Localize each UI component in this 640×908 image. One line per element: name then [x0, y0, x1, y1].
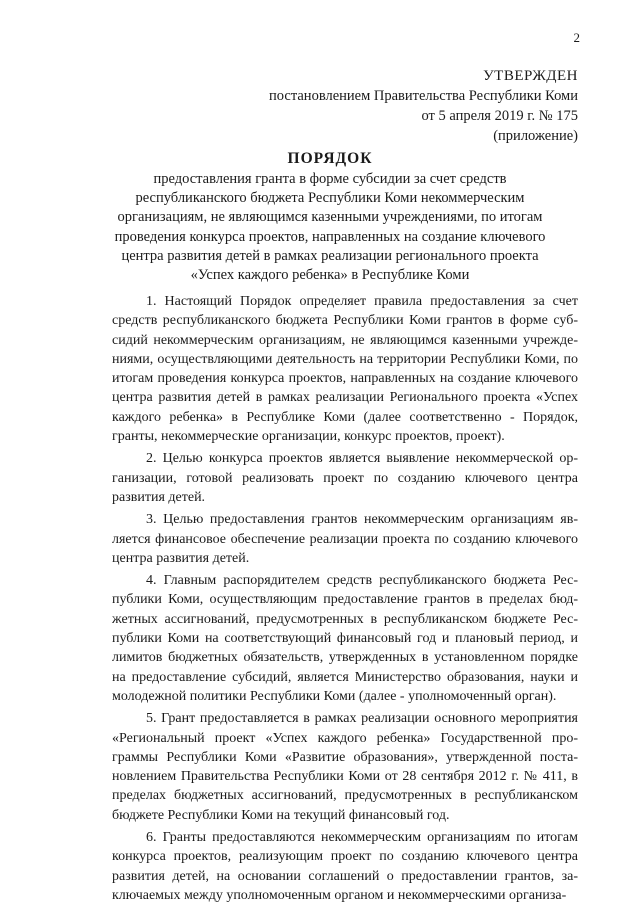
approval-stamp: УТВЕРЖДЕН — [483, 68, 578, 84]
subtitle-line: центра развития детей в рамках реализации регионального проекта — [121, 247, 539, 264]
paragraph-3: 3. Целью предоставления грантов некоммерческим организациям является финансовое обеспечение реализации проекта по созданию ключевого центра развития детей. — [112, 512, 578, 566]
paragraph-5: 5. Грант предоставляется в рамках реализации основного мероприятия «Региональный проект «Успех каждого ребенка» Государственной программы Республики Коми «Развитие образования», утвержденной постановлением Правительства Республики Коми от 28 сентября 2012 г. № 411, в пределах бюджетных ассигнований, предусмотренных в республиканском бюджете Республики Коми на текущий финансовый год. — [112, 711, 578, 823]
paragraph-4: 4. Главным распорядителем средств республиканского бюджета Республики Коми, осуществляющим предоставление грантов в пределах бюджетных ассигнований, предусмотренных в республиканском бюджете Республики Коми на соответствующий финансовый год и плановый период, и лимитов бюджетных обязательств, утвержденных в установленном порядке на предоставление субсидий, является Министерство образования, науки и молодежной политики Республики Коми (далее - уполномоченный орган). — [112, 573, 578, 704]
page-number: 2 — [573, 30, 580, 45]
paragraph-1: 1. Настоящий Порядок определяет правила предоставления за счет средств республиканского бюджета Республики Коми грантов в форме субсидий некоммерческим организациям, не являющимся казенными учреждениями, осуществляющими деятельность на территории Республики Коми, по итогам проведения конкурса проектов, направленных на создание ключевого центра развития детей в рамках реализации Регионального проекта «Успех каждого ребенка» в Республике Коми (далее соответственно - Порядок, гранты, некоммерческие организации, конкурс проектов, проект). — [112, 294, 578, 445]
paragraph-6: 6. Гранты предоставляются некоммерческим организациям по итогам конкурса проектов, реализующим проект по созданию ключевого центра развития детей, на основании соглашений о предоставлении грантов, заключаемых между уполномоченным органом и некоммерческими организа- — [112, 830, 578, 903]
subtitle-line: республиканского бюджета Республики Коми некоммерческим — [135, 190, 525, 207]
subtitle-line: предоставления гранта в форме субсидии за счет средств — [153, 171, 507, 187]
title-block — [110, 148, 550, 285]
approval-line-2: от 5 апреля 2019 г. № 175 — [421, 108, 578, 124]
document-title: ПОРЯДОК — [287, 150, 373, 167]
approval-line-1: постановлением Правительства Республики Коми — [269, 88, 578, 104]
paragraph-2: 2. Целью конкурса проектов является выявление некоммерческой организации, готовой реализовать проект по созданию ключевого центра развития детей. — [112, 451, 578, 505]
approval-line-3: (приложение) — [493, 128, 578, 144]
subtitle-line: проведения конкурса проектов, направленных на создание ключевого — [114, 228, 546, 245]
document-body — [112, 292, 578, 908]
approval-block — [269, 66, 578, 146]
subtitle-line: «Успех каждого ребенка» в Республике Коми — [190, 267, 470, 284]
subtitle-line: организациям, не являющимся казенными учреждениями, по итогам — [117, 209, 543, 226]
